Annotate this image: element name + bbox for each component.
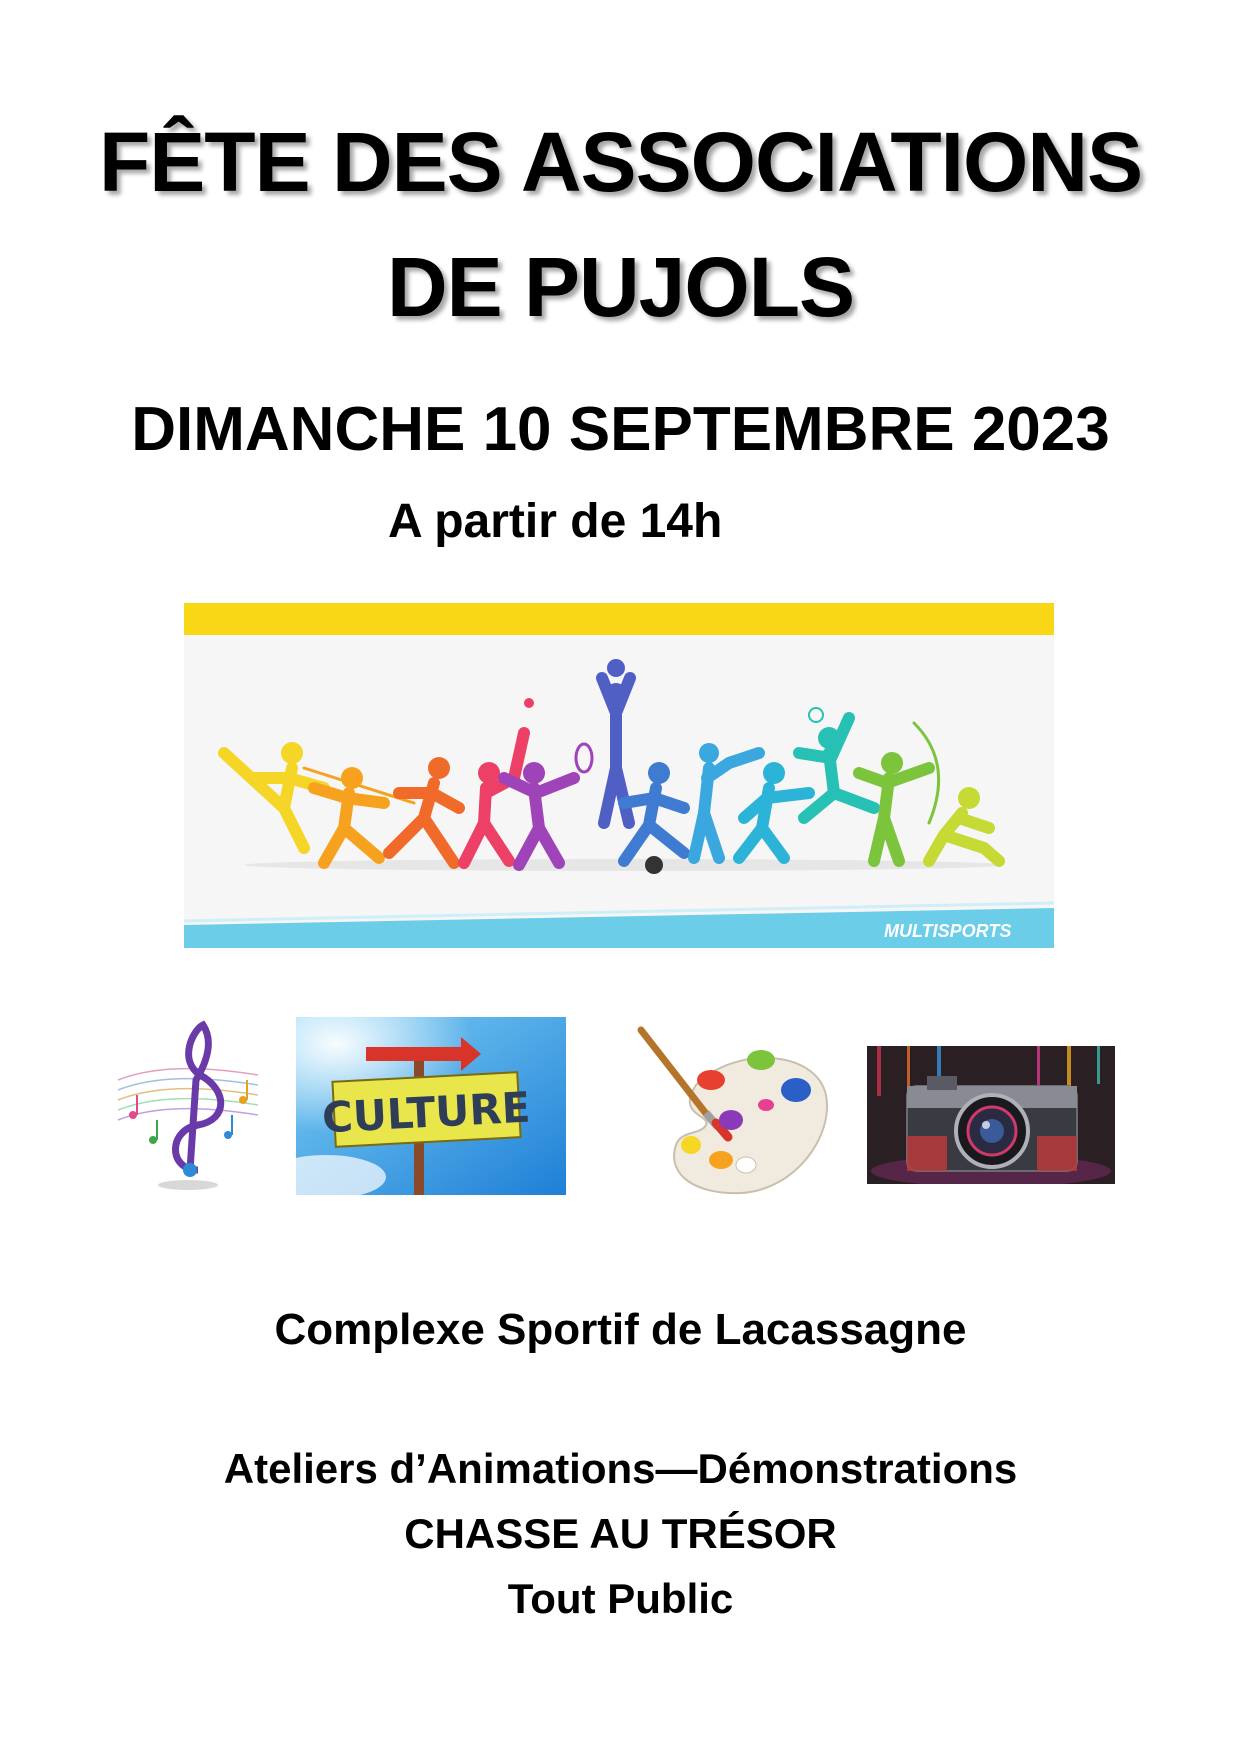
multisports-banner [184,603,1054,948]
event-time: A partir de 14h [388,495,723,548]
title-line-1: FÊTE DES ASSOCIATIONS [98,115,1143,209]
title-line-2: DE PUJOLS [386,240,855,334]
music-notes-icon [108,1020,273,1195]
event-date: DIMANCHE 10 SEPTEMBRE 2023 [131,395,1110,464]
treasure-hunt-line: CHASSE AU TRÉSOR [404,1510,837,1557]
banner-label: MULTISPORTS [884,921,1012,941]
camera-photo-image [867,1046,1115,1184]
culture-sign-image [296,1017,566,1195]
culture-sign-text: CULTURE [320,1082,532,1143]
event-venue: Complexe Sportif de Lacassagne [274,1305,967,1354]
audience-line: Tout Public [507,1575,734,1622]
paint-palette-icon [636,1025,836,1197]
activities-line: Ateliers d’Animations—Démonstrations [223,1445,1018,1492]
